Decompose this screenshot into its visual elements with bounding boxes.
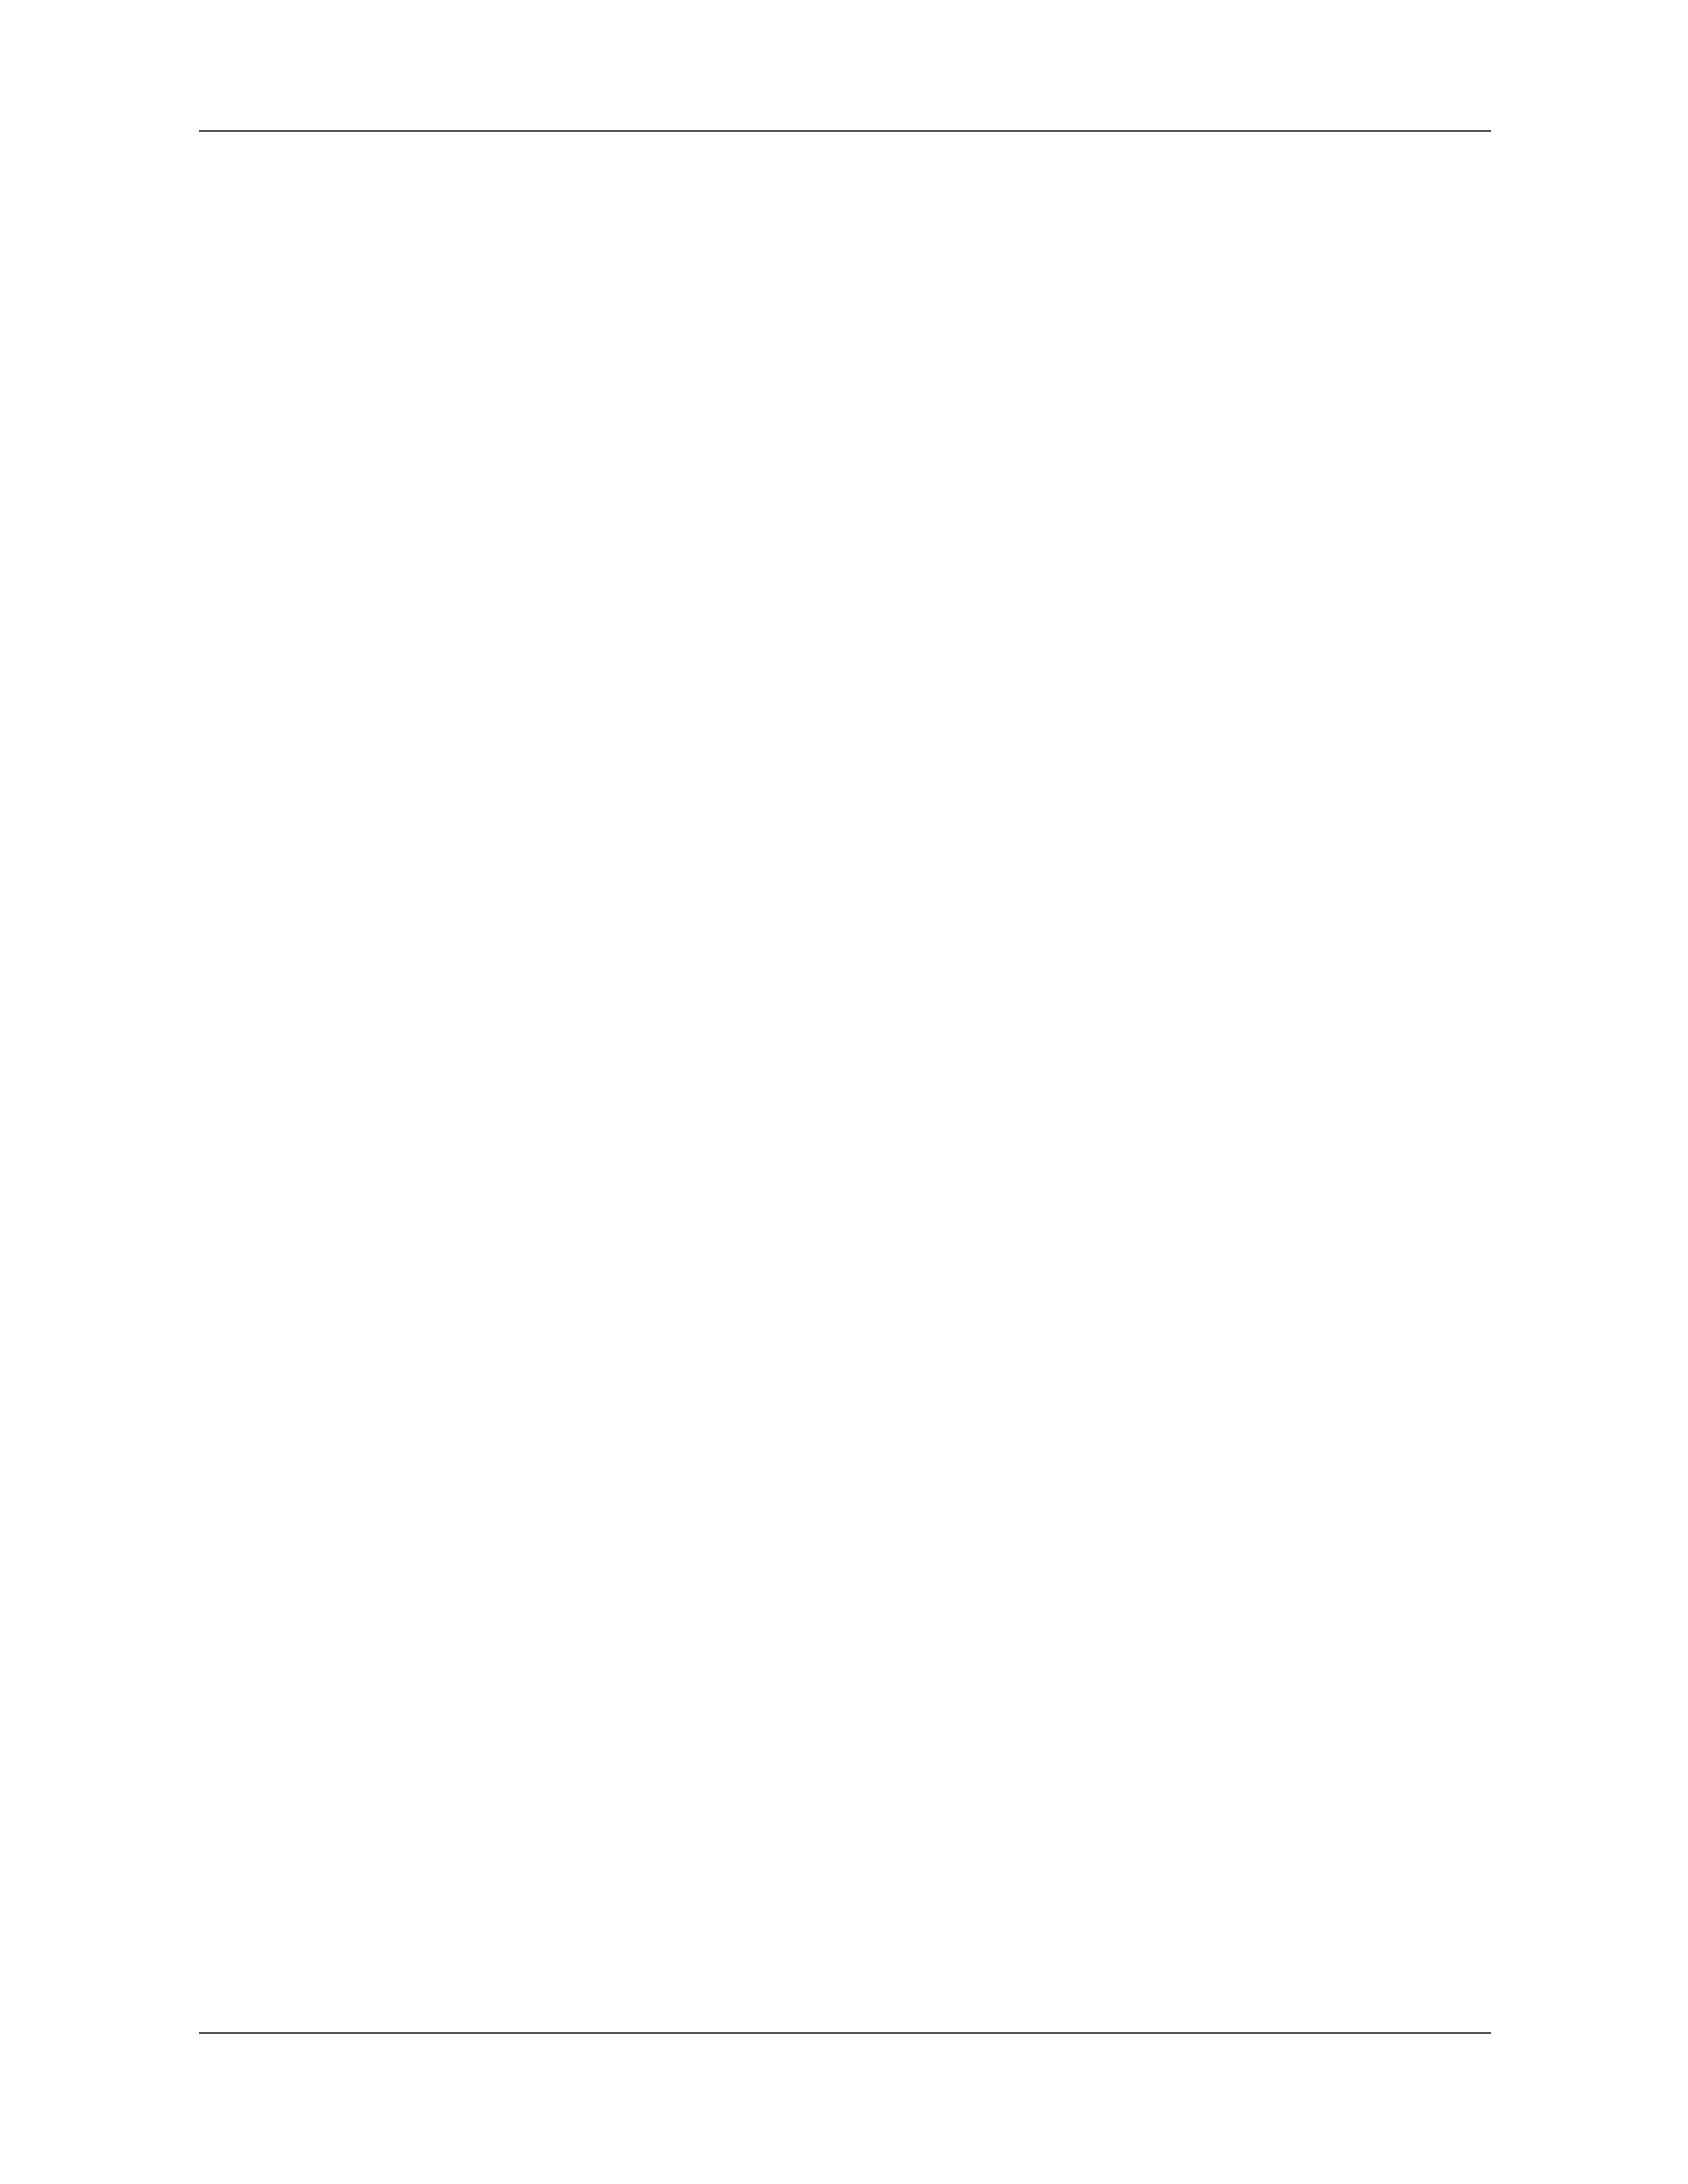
- page-footer: [199, 2032, 1491, 2083]
- section-heading: [199, 686, 217, 733]
- page-header: [199, 91, 1491, 132]
